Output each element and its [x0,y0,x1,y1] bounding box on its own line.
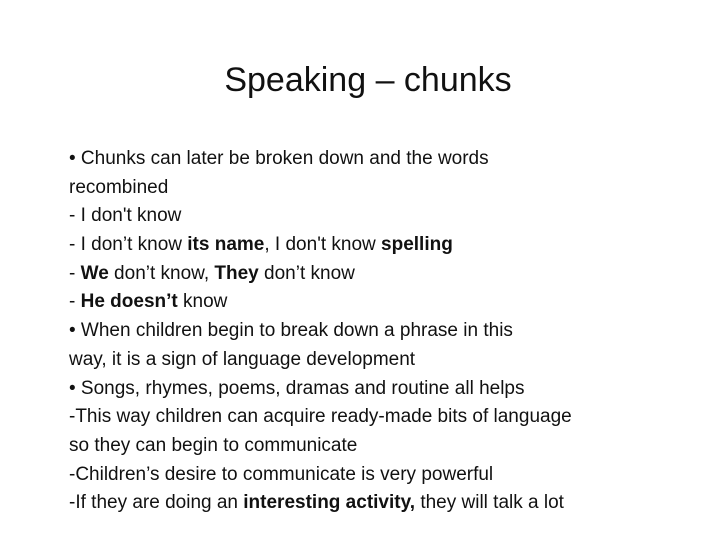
body-line-13-bold-interesting-activity: interesting activity, [243,492,416,514]
body-line-5 [69,260,709,289]
body-line-4 [69,231,709,260]
body-line-12: -Children’s desire to communicate is very powerful [69,463,494,485]
body-line-6-text-1: - [69,291,81,313]
body-line-4-text-2: , I don't know [264,234,382,256]
body-line-4-bold-spelling: spelling [381,234,453,256]
body-line-7: • When children begin to break down a phrase in this [69,320,513,342]
slide-title: Speaking – chunks [224,61,512,99]
body-line-5-text-2: don’t know, [108,262,215,284]
body-line-4-text-1: - I don’t know [69,234,188,256]
slide-body [69,145,709,518]
body-line-2: recombined [69,176,169,198]
body-line-13-text-2: they will talk a lot [415,492,564,514]
body-line-13-text-1: -If they are doing an [69,492,244,514]
body-line-5-bold-they: They [214,262,259,284]
body-line-10: -This way children can acquire ready-made bits of language [69,406,572,428]
body-line-4-bold-its-name: its name [187,234,265,256]
body-line-5-bold-we: We [80,262,109,284]
body-line-13 [69,489,709,518]
body-line-5-text-3: don’t know [258,262,355,284]
body-line-1: • Chunks can later be broken down and the words [69,148,489,169]
body-line-6-text-2: know [177,291,228,313]
body-line-11: so they can begin to communicate [69,434,358,456]
body-line-8: way, it is a sign of language development [69,348,416,370]
body-line-9: • Songs, rhymes, poems, dramas and routine all helps [69,377,525,399]
body-line-5-text-1: - [69,262,81,284]
body-line-6-bold-he-doesnt: He doesn’t [80,291,178,313]
body-line-3: - I don't know [69,205,182,227]
body-line-6 [69,288,709,317]
